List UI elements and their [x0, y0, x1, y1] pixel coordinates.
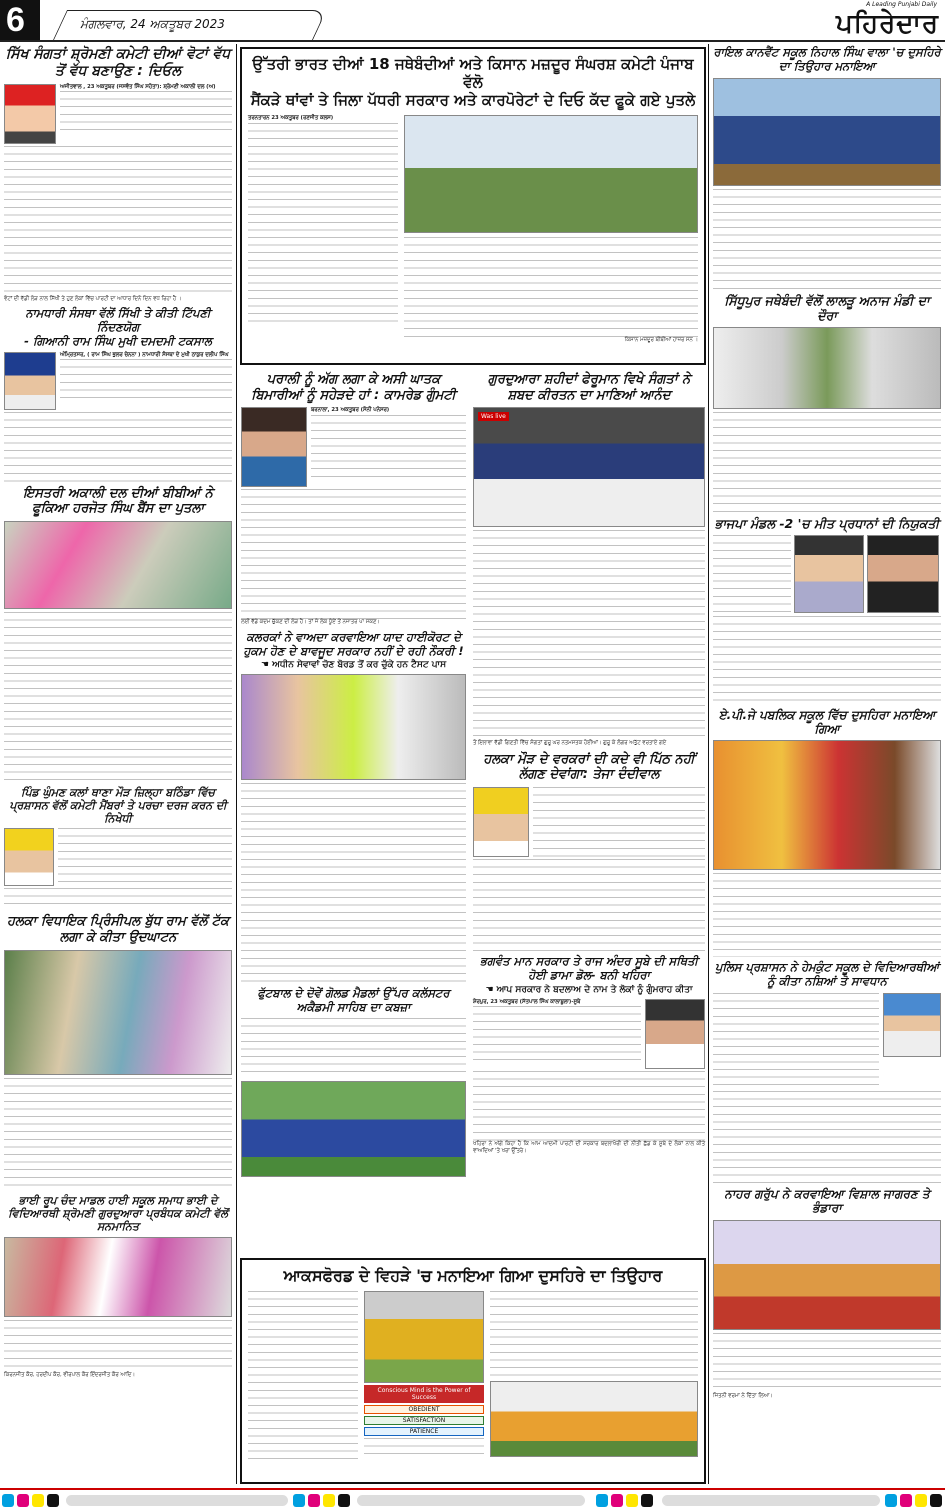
- article-body: [713, 535, 791, 613]
- cyan-swatch: [293, 1494, 305, 1507]
- article-body: [4, 888, 232, 910]
- black-swatch: [641, 1494, 653, 1507]
- portrait-photo: [794, 535, 864, 613]
- article-body: [4, 146, 232, 296]
- print-registration-strip: [0, 1488, 945, 1507]
- article-body: [4, 412, 232, 482]
- article-body: [4, 612, 232, 782]
- story-headline: ਪੁਲਿਸ ਪ੍ਰਸ਼ਾਸਨ ਨੇ ਹੇਮਕੁੰਟ ਸਕੂਲ ਦੇ ਵਿਦਿਆਰਥੀਆਂ ਨੂੰ ਕੀਤਾ ਨਸ਼ਿਆਂ ਤੋ ਸਾਵਧਾਨ: [715, 960, 939, 989]
- pointing-hand-icon: ☚: [485, 984, 497, 995]
- kirtan-photo: [473, 407, 705, 527]
- article-body: [533, 787, 705, 857]
- effigy-burning-photo: [404, 115, 698, 233]
- article-body: [364, 1438, 484, 1458]
- article-body: [713, 1333, 941, 1393]
- article-body: [473, 1071, 705, 1141]
- lead-story: [240, 47, 706, 365]
- center-right-column: [473, 372, 705, 1156]
- yellow-swatch: [32, 1494, 44, 1507]
- story-headline: ਭਾਜਪਾ ਮੰਡਲ -2 'ਚ ਮੀਤ ਪ੍ਰਧਾਨਾਂ ਦੀ ਨਿਯੁਕਤੀ: [714, 515, 940, 531]
- dussehra-photo: [364, 1291, 484, 1383]
- dateline: ਬਰਨਾਲਾ, 23 ਅਕਤੂਬਰ (ਸੋਨੀ ਪਨੇਸਰ): [311, 407, 390, 414]
- portrait-photo: [241, 407, 307, 487]
- grain-market-photo: [713, 327, 941, 409]
- column-divider: [708, 44, 709, 1484]
- article-body: [241, 1018, 466, 1078]
- story-headline: ਭਾਈ ਰੂਪ ਚੰਦ ਮਾਡਲ ਹਾਈ ਸਕੂਲ ਸਮਾਧ ਭਾਈ ਦੇ ਵਿਦਿਆਰਥੀ ਸ਼੍ਰੋਮਣੀ ਗੁਰਦੁਆਰਾ ਪ੍ਰਬੰਧਕ ਕਮੇਟੀ ਵੱਲੋਂ ਸਨਮਾਨਿਤ: [8, 1193, 228, 1233]
- jagran-photo: [713, 1220, 941, 1330]
- banner: Conscious Mind is the Power of Success: [364, 1385, 484, 1403]
- article-closing: ਵੋਟਾਂ ਦੀ ਵੱਡੀ ਲੋੜ ਨਾਲ ਸਿੱਖੀ ਤੇ ਹੁਣ ਲੋਕਾਂ ਵਿੱਚ ਪਾਰਟੀ ਦਾ ਆਧਾਰ ਦਿਨੋ ਦਿਨ ਵਧ ਰਿਹਾ ਹੈ ।: [4, 295, 182, 302]
- dateline: ਅੰਮ੍ਰਿਤਸਰ, ( ਰਾਮ ਸਿੰਘ ਭੁਲਰ ਚੇਨਨਾ ) ਨਾਮਧਾਰੀ ਸੰਸਥਾ ਦੇ ਮੁਖੀ ਠਾਕੁਰ ਦਲੀਪ ਸਿੰਘ: [60, 351, 229, 358]
- tagline: A Leading Punjabi Daily: [866, 1, 937, 8]
- portrait-photo: [867, 535, 939, 613]
- article-closing: ਕਿਰਨਜੀਤ ਕੌਰ, ਹਰਦੀਪ ਕੌਰ, ਵੀਰਪਾਲ ਕੌਰ ਇੰਦਰਜੀਤ ਕੌਰ ਆਦਿ।: [4, 1372, 135, 1379]
- live-badge: Was live: [478, 412, 509, 421]
- article-body: [311, 415, 466, 479]
- news-photo: [4, 950, 232, 1075]
- article-body: [473, 859, 705, 951]
- article-body: [4, 1078, 232, 1190]
- yellow-swatch: [323, 1494, 335, 1507]
- story-headline: ਨਾਮਧਾਰੀ ਸੰਸਥਾ ਵੱਲੋਂ ਸਿੱਖੀ ਤੇ ਕੀਤੀ ਟਿੱਪਣੀ ਨਿੰਦਣਯੋਗ: [25, 306, 211, 334]
- left-column: [4, 46, 232, 1380]
- story-headline: ਫੁੱਟਬਾਲ ਦੇ ਦੋਵੇਂ ਗੋਲਡ ਮੈਡਲਾਂ ਉੱਪਰ ਕਲੱਸਟਰ ਅਕੈਡਮੀ ਸਾਹਿਬ ਦਾ ਕਬਜ਼ਾ: [257, 986, 450, 1015]
- page-number: 6: [0, 0, 40, 40]
- masthead-logo: ਪਹਿਰੇਦਾਰ: [836, 9, 939, 39]
- article-body: [713, 993, 879, 1089]
- article-body: [60, 91, 232, 135]
- cyan-swatch: [596, 1494, 608, 1507]
- article-body: [404, 237, 698, 337]
- article-closing: ਲਈ ਵੱਡੇ ਕਦਮ ਚੁੱਕਣ ਦੀ ਲੋੜ ਹੈ। ਤਾਂ ਜੋ ਲੋਕ ਧੂੰਏਂ ਤੋਂ ਨਜਾਤਰ ਪਾ ਸਕਣ।: [241, 619, 380, 626]
- dateline: ਸ਼ੇਰਪੁਰ, 23 ਅਕਤੂਬਰ (ਸੱਤਪਾਲ ਸਿੰਘ ਕਾਲਾਬੂਲਾ)-ਸੂਬੇ: [473, 998, 581, 1005]
- story-headline: ਇਸਤਰੀ ਅਕਾਲੀ ਦਲ ਦੀਆਂ ਬੀਬੀਆਂ ਨੇ ਫੂਕਿਆ ਹਰਜੋਤ ਸਿੰਘ ਬੈਂਸ ਦਾ ਪੁਤਲਾ: [23, 485, 213, 517]
- bottom-feature: [240, 1258, 706, 1484]
- right-column: [713, 46, 941, 1400]
- news-photo: [241, 674, 466, 780]
- article-closing: ਕਿਸਾਨ ਮਜ਼ਦੂਰ ਬੀਬੀਆਂ ਹਾਜ਼ਰ ਸਨ ।: [624, 337, 698, 343]
- cyan-swatch: [885, 1494, 897, 1507]
- story-headline: ਹਲਕਾ ਮੌੜ ਦੇ ਵਰਕਰਾਂ ਦੀ ਕਦੇ ਵੀ ਪਿੱਠ ਨਹੀਂ ਲੱਗਣ ਦੇਵਾਂਗਾ: ਤੇਜਾ ਦੰਦੀਵਾਲ: [483, 751, 695, 783]
- gray-bar: [662, 1495, 880, 1506]
- story-headline: ਹਲਕਾ ਵਿਧਾਇਕ ਪ੍ਰਿੰਸੀਪਲ ਬੁੱਧ ਰਾਮ ਵੱਲੋਂ ਟੱਕ ਲਗਾ ਕੇ ਕੀਤਾ ਉਦਘਾਟਨ: [6, 914, 230, 945]
- article-body: [473, 530, 705, 740]
- news-photo: [4, 521, 232, 609]
- lead-headline-line2: ਸੈਂਕੜੇ ਥਾਂਵਾਂ ਤੇ ਜਿਲਾ ਪੱਧਰੀ ਸਰਕਾਰ ਅਤੇ ਕਾਰਪੋਰੇਟਾਂ ਦੇ ਦਿਓ ਕੱਦ ਫੂਕੇ ਗਏ ਪੁਤਲੇ: [250, 91, 696, 109]
- black-swatch: [47, 1494, 59, 1507]
- news-photo: [4, 1237, 232, 1317]
- gray-bar: [66, 1495, 288, 1506]
- black-swatch: [930, 1494, 942, 1507]
- sign-label: SATISFACTION: [364, 1416, 484, 1425]
- magenta-swatch: [17, 1494, 29, 1507]
- story-headline: ਭਗਵੰਤ ਮਾਨ ਸਰਕਾਰ ਤੇ ਰਾਜ ਅੰਦਰ ਸੂਬੇ ਦੀ ਸਥਿਤੀ ਹੋਈ ਡਾਮਾ ਡੋਲ- ਬਨੀ ਖਹਿਰਾ: [479, 953, 699, 982]
- yellow-swatch: [915, 1494, 927, 1507]
- article-body: [713, 616, 941, 704]
- page-header: [0, 0, 945, 42]
- story-headline: ਪਿੰਡ ਘੁੰਮਣ ਕਲਾਂ ਥਾਣਾ ਮੌੜ ਜ਼ਿਲ੍ਹਾ ਬਠਿੰਡਾ ਵਿੱਚ ਪ੍ਰਸ਼ਾਸਨ ਵੱਲੋਂ ਕਮੇਟੀ ਮੈਂਬਰਾਂ ਤੇ ਪਰਚਾ ਦਰਜ ਕਰਨ ਦੀ ਨਿਖੇਧੀ: [9, 785, 227, 826]
- article-body: [248, 1291, 358, 1461]
- portrait-photo: [4, 84, 56, 144]
- magenta-swatch: [308, 1494, 320, 1507]
- article-body: [713, 1091, 941, 1183]
- article-body: [241, 489, 466, 619]
- story-subhead: ☚ ਅਧੀਨ ਸੇਵਾਵਾਂ ਚੋਣ ਬੋਰਡ ਤੋਂ ਕਰ ਚੁੱਕੇ ਹਨ ਟੈਸਟ ਪਾਸ: [260, 660, 447, 671]
- column-divider: [236, 44, 237, 1484]
- story-headline: ਕਲਰਕਾਂ ਨੇ ਵਾਅਦਾ ਕਰਵਾਇਆ ਯਾਦ ਹਾਈਕੋਰਟ ਦੇ ਹੁਕਮ ਹੋਣ ਦੇ ਬਾਵਜੂਦ ਸਰਕਾਰ ਨਹੀਂ ਦੇ ਰਹੀ ਨੌਕਰੀ !: [243, 629, 464, 658]
- gray-bar: [357, 1495, 585, 1506]
- story-headline: ਗੁਰਦੁਆਰਾ ਸ਼ਹੀਦਾਂ ਫੇਰੂਮਾਨ ਵਿਖੇ ਸੰਗਤਾਂ ਨੇ ਸ਼ਬਦ ਕੀਰਤਨ ਦਾ ਮਾਣਿਆਂ ਆਨੰਦ: [487, 372, 691, 403]
- article-body: [60, 359, 232, 401]
- sign-label: PATIENCE: [364, 1427, 484, 1436]
- article-body: [713, 189, 941, 289]
- story-headline: ਸਿੱਖ ਸੰਗਤਾਂ ਸ਼੍ਰੋਮਣੀ ਕਮੇਟੀ ਦੀਆਂ ਵੋਟਾਂ ਵੱਧ ਤੋਂ ਵੱਧ ਬਣਾਉਣ : ਦਿਓਲ: [5, 46, 231, 79]
- feature-headline: ਆਕਸਫੋਰਡ ਦੇ ਵਿਹੜੇ 'ਚ ਮਨਾਇਆ ਗਿਆ ਦੁਸਹਿਰੇ ਦਾ ਤਿਉਹਾਰ: [283, 1266, 663, 1285]
- portrait-photo: [473, 787, 529, 857]
- magenta-swatch: [900, 1494, 912, 1507]
- article-closing: ਜਿਤਨੀ ਵਰਮਾ ਨੇ ਦਿੱਤਾ ਲਿਆ।: [713, 1392, 773, 1399]
- article-body: [490, 1291, 698, 1379]
- portrait-photo: [4, 828, 54, 886]
- students-photo: [490, 1381, 698, 1457]
- story-headline: ਰਾਇਲ ਕਾਨਵੈਂਟ ਸਕੂਲ ਨਿਹਾਲ ਸਿੰਘ ਵਾਲਾ 'ਚ ਦੁਸਹਿਰੇ ਦਾ ਤਿਉਹਾਰ ਮਨਾਇਆ: [713, 45, 941, 73]
- school-event-photo: [713, 740, 941, 870]
- portrait-photo: [645, 999, 705, 1069]
- football-team-photo: [241, 1081, 466, 1177]
- sign-label: OBEDIENT: [364, 1405, 484, 1414]
- article-body: [241, 783, 466, 983]
- cyan-swatch: [2, 1494, 14, 1507]
- magenta-swatch: [611, 1494, 623, 1507]
- dateline: ਅਜੀਤਵਾਲ , 23 ਅਕਤੂਬਰ (ਜਸਵੰਤ ਸਿੰਘ ਸਹੋਤਾ): ਸ਼੍ਰੋਮਣੀ ਅਕਾਲੀ ਦਲ (ਅ): [60, 83, 216, 90]
- article-closing: ਖਹਿਰਾ ਨੇ ਅੱਗੇ ਕਿਹਾ ਹੈ ਕਿ ਆਮ ਆਦਮੀ ਪਾਰਟੀ ਦੀ ਸਰਕਾਰ ਬਦਲਾਖੋਰੀ ਦੀ ਨੀਤੀ ਛੱਡ ਕੇ ਸੂਬੇ ਦੇ ਲੋਕਾਂ ਨਾਲ ਕੀਤੇ ਵਾਅਦਿਆਂ 'ਤੇ ਖਰਾ ਉੱਤਰੇ।: [473, 1140, 705, 1155]
- article-body: [713, 873, 941, 957]
- story-headline: ਸਿੱਧੂਪੁਰ ਜਥੇਬੰਦੀ ਵੱਲੋਂ ਲਾਲੜੂ ਅਨਾਜ ਮੰਡੀ ਦਾ ਦੌਰਾ: [724, 292, 930, 323]
- article-body: [58, 828, 232, 886]
- issue-date: ਮੰਗਲਵਾਰ, 24 ਅਕਤੂਬਰ 2023: [80, 17, 225, 31]
- portrait-photo: [883, 993, 941, 1057]
- story-subhead: ☚ ਆਪ ਸਰਕਾਰ ਨੇ ਬਦਲਾਅ ਦੇ ਨਾਮ ਤੇ ਲੋਕਾਂ ਨੂੰ ਗੁੰਮਰਾਹ ਕੀਤਾ: [485, 984, 693, 995]
- story-headline: ਪਰਾਲੀ ਨੂੰ ਅੱਗ ਲਗਾ ਕੇ ਅਸੀ ਘਾਤਕ ਬਿਮਾਰੀਆਂ ਨੂੰ ਸਹੇੜਦੇ ਹਾਂ : ਕਾਮਰੇਡ ਗੁੰਮਟੀ: [251, 372, 456, 403]
- article-body: [713, 412, 941, 512]
- school-dussehra-photo: [713, 78, 941, 186]
- story-headline: ਨਾਹਰ ਗਰੁੱਪ ਨੇ ਕਰਵਾਇਆ ਵਿਸ਼ਾਲ ਜਾਗਰਣ ਤੇ ਭੰਡਾਰਾ: [724, 1186, 930, 1216]
- lead-headline-line1: ਉੱਤਰੀ ਭਾਰਤ ਦੀਆਂ 18 ਜਥੇਬੰਦੀਆਂ ਅਤੇ ਕਿਸਾਨ ਮਜ਼ਦੂਰ ਸੰਘਰਸ਼ ਕਮੇਟੀ ਪੰਜਾਬ ਵੱਲੋ: [252, 55, 694, 91]
- story-subhead: - ਗਿਆਨੀ ਰਾਮ ਸਿੰਘ ਮੁਖੀ ਦਮਦਮੀ ਟਕਸਾਲ: [24, 333, 212, 348]
- article-body: [248, 123, 398, 323]
- story-headline: ਏ.ਪੀ.ਜੇ ਪਬਲਿਕ ਸਕੂਲ ਵਿੱਚ ਦੁਸਹਿਰਾ ਮਨਾਇਆ ਗਿਆ: [718, 707, 936, 736]
- article-closing: ਤੋਂ ਇਲਾਵਾ ਵੱਡੀ ਗਿਣਤੀ ਵਿੱਚ ਸੰਗਤਾਂ ਗੁਰੂ ਘਰ ਨਤਮਸਤਕ ਹੋਈਆਂ। ਗੁਰੂ ਕੇ ਲੰਗਰ ਅਤੁੱਟ ਵਰਤਾਏ ਗਏ: [473, 740, 667, 747]
- black-swatch: [338, 1494, 350, 1507]
- article-body: [473, 1006, 641, 1062]
- pointing-hand-icon: ☚: [260, 660, 273, 671]
- dateline: ਤਰਨਤਾਰਨ 23 ਅਕਤੂਬਰ (ਰਣਜੀਤ ਕਲਸ): [248, 115, 334, 121]
- center-left-column: [241, 372, 466, 1177]
- article-body: [4, 1320, 232, 1372]
- yellow-swatch: [626, 1494, 638, 1507]
- portrait-photo: [4, 352, 56, 410]
